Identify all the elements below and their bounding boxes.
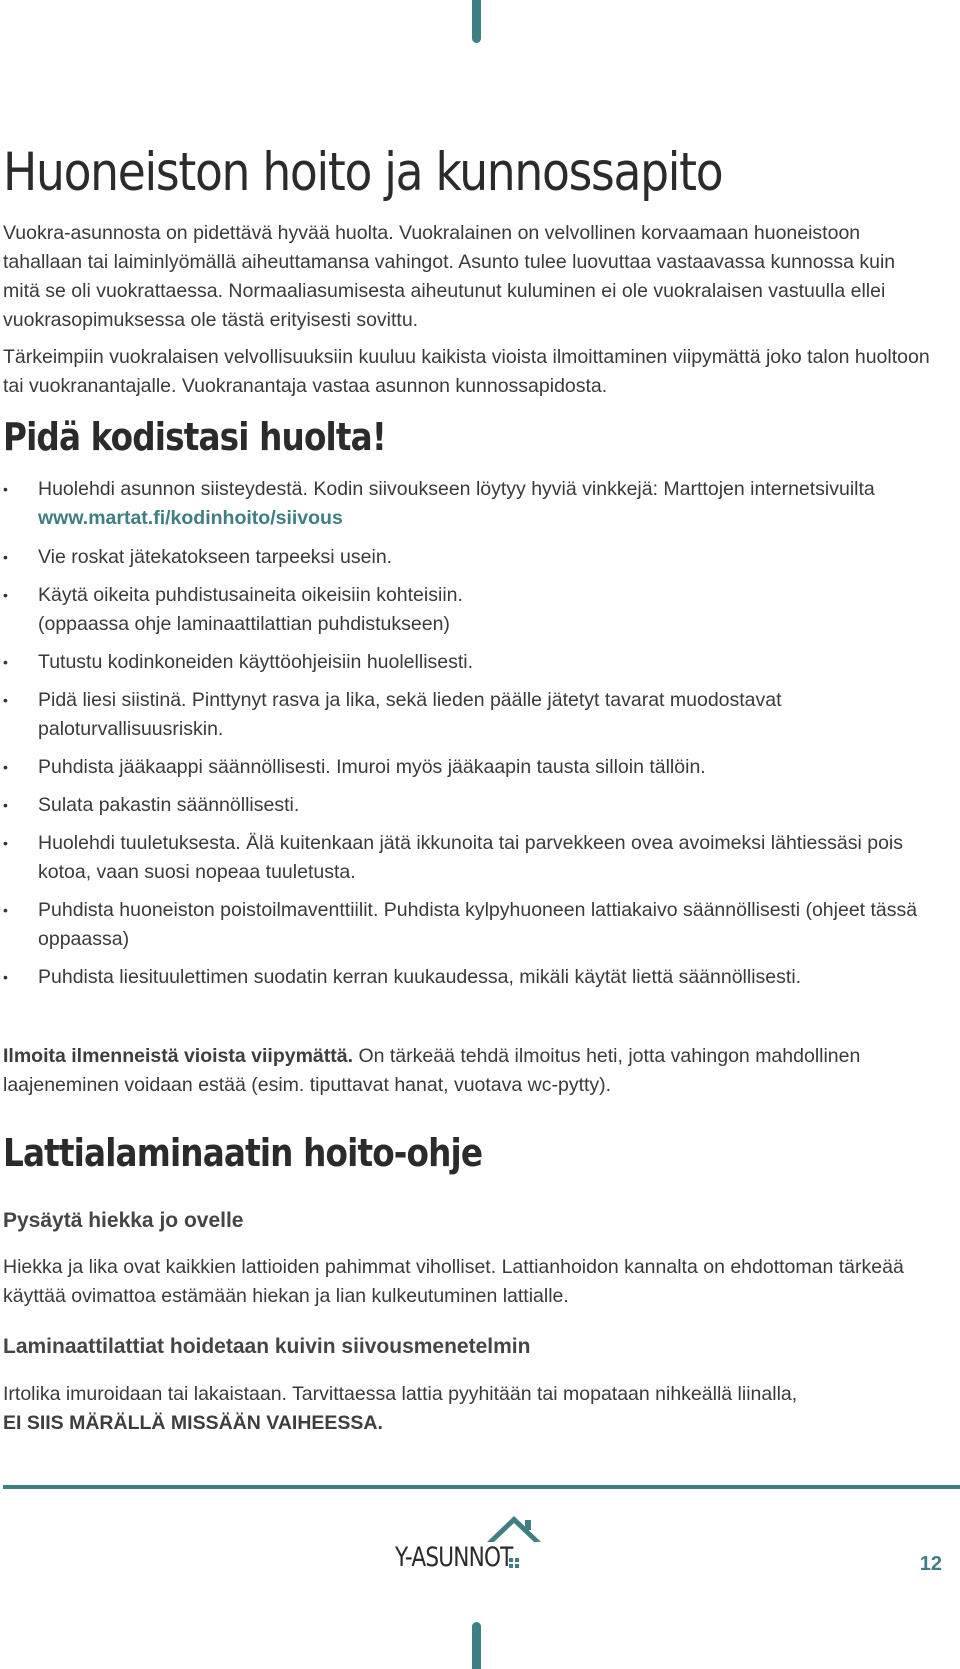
list-item-text: Huolehdi tuuletuksesta. Älä kuitenkaan jätä ikkunoita tai parvekkeen ovea avoimeksi lähtiessäsi pois kotoa, vaan suosi nopeaa tuuletusta. — [38, 832, 903, 883]
bullet-icon: • — [3, 692, 8, 708]
page-title: Huoneiston hoito ja kunnossapito — [3, 142, 723, 203]
bottom-tab-marker — [472, 1622, 481, 1669]
bullet-icon: • — [3, 797, 8, 813]
list-item-text: Tutustu kodinkoneiden käyttöohjeisiin huolellisesti. — [38, 651, 474, 673]
list-item — [3, 753, 933, 782]
list-item-text: Huolehdi asunnon siisteydestä. Kodin siivoukseen löytyy hyviä vinkkejä: Marttojen internetsivuilta — [38, 478, 875, 500]
list-item — [3, 829, 933, 887]
bullet-icon: • — [3, 969, 8, 985]
intro-paragraph-1: Vuokra-asunnosta on pidettävä hyvää huolta. Vuokralainen on velvollinen korvaamaan huoneistoon tahallaan tai laiminlyömällä aiheuttamansa vahingot. Asunto tulee luovuttaa vastaavassa kunnossa kuin mitä se oli vuokrattaessa. Normaaliasumisesta aiheutunut kuluminen ei ole vuokralaisen vastuulla ellei vuokrasopimuksessa ole tästä erityisesti sovittu. — [3, 222, 896, 331]
bullet-icon: • — [3, 587, 8, 603]
top-tab-marker — [472, 0, 481, 43]
list-item-text: Sulata pakastin säännöllisesti. — [38, 794, 300, 816]
subheading-dry-cleaning: Laminaattilattiat hoidetaan kuivin siivousmenetelmin — [3, 1335, 531, 1358]
page-number: 12 — [919, 1553, 942, 1575]
bullet-icon: • — [3, 759, 8, 775]
logo-text: Y-ASUNNOT — [395, 1542, 513, 1573]
sand-paragraph: Hiekka ja lika ovat kaikkien lattioiden pahimmat viholliset. Lattianhoidon kannalta on ehdottoman tärkeää käyttää ovimattoa estämään hiekan ja lian kulkeutuminen lattialle. — [3, 1256, 904, 1307]
list-item — [3, 963, 933, 992]
footer-divider — [3, 1485, 960, 1489]
martat-link[interactable]: www.martat.fi/kodinhoito/siivous — [38, 507, 343, 529]
list-item — [3, 791, 933, 820]
list-item — [3, 581, 933, 639]
bullet-icon: • — [3, 835, 8, 851]
bullet-icon: • — [3, 549, 8, 565]
list-item — [3, 686, 933, 744]
notice-text: On tärkeää tehdä ilmoitus heti, jotta vahingon mahdollinen laajeneminen voidaan estää (esim. tiputtavat hanat, vuotava wc-pytty). — [3, 1045, 861, 1096]
bullet-icon: • — [3, 654, 8, 670]
list-item-text: Pidä liesi siistinä. Pinttynyt rasva ja lika, sekä lieden päälle jätetyt tavarat muodostavat paloturvallisuusriskin. — [38, 689, 782, 740]
intro-paragraph-2: Tärkeimpiin vuokralaisen velvollisuuksiin kuuluu kaikista vioista ilmoittaminen viipymättä joko talon huoltoon tai vuokranantajalle. Vuokranantaja vastaa asunnon kunnossapidosta. — [3, 346, 930, 397]
defect-notice — [3, 1042, 933, 1100]
list-item-text-line2: (oppaassa ohje laminaattilattian puhdistukseen) — [38, 613, 450, 635]
list-item-text: Puhdista jääkaappi säännöllisesti. Imuroi myös jääkaapin tausta silloin tällöin. — [38, 756, 706, 778]
subheading-sand: Pysäytä hiekka jo ovelle — [3, 1209, 244, 1232]
list-item — [3, 543, 933, 572]
list-item-text: Käytä oikeita puhdistusaineita oikeisiin kohteisiin. — [38, 584, 463, 606]
notice-bold: Ilmoita ilmenneistä vioista viipymättä. — [3, 1045, 354, 1067]
list-item — [3, 475, 933, 533]
list-item — [3, 648, 933, 677]
bullet-icon: • — [3, 481, 8, 497]
dry-cleaning-warning: EI SIIS MÄRÄLLÄ MISSÄÄN VAIHEESSA. — [3, 1412, 383, 1434]
care-tips-list — [3, 475, 933, 992]
list-item-text: Puhdista huoneiston poistoilmaventtiilit. Puhdista kylpyhuoneen lattiakaivo säännöllisesti (ohjeet tässä oppaassa) — [38, 899, 918, 950]
section-title-care: Pidä kodistasi huolta! — [3, 415, 386, 459]
list-item-text: Vie roskat jätekatokseen tarpeeksi usein. — [38, 546, 393, 568]
y-asunnot-logo — [395, 1514, 565, 1574]
bullet-icon: • — [3, 902, 8, 918]
dry-cleaning-text: Irtolika imuroidaan tai lakaistaan. Tarvittaessa lattia pyyhitään tai mopataan nihkeällä liinalla, — [3, 1383, 798, 1405]
list-item — [3, 896, 933, 954]
dry-cleaning-paragraph — [3, 1380, 933, 1438]
section-title-laminate: Lattialaminaatin hoito-ohje — [3, 1131, 483, 1175]
list-item-text: Puhdista liesituulettimen suodatin kerran kuukaudessa, mikäli käytät liettä säännöllisesti. — [38, 966, 802, 988]
